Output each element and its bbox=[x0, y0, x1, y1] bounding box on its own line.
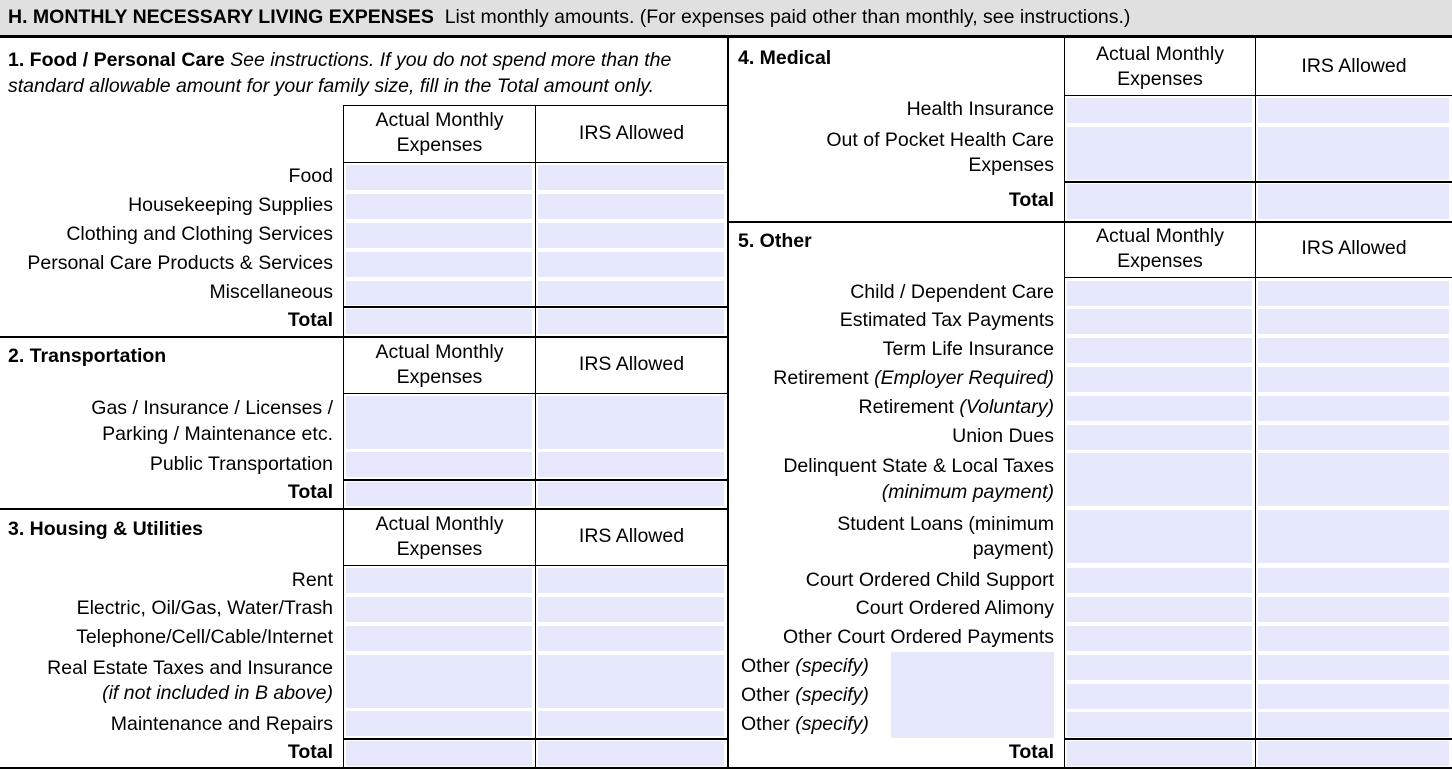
personal-care-irs-field[interactable] bbox=[538, 252, 724, 277]
row-label-electric: Electric, Oil/Gas, Water/Trash bbox=[76, 597, 333, 619]
other-total-actual-field[interactable] bbox=[1067, 741, 1252, 766]
row-label-realestate-line2: (if not included in B above) bbox=[102, 682, 333, 704]
child-care-irs-field[interactable] bbox=[1258, 281, 1449, 306]
other-total-irs-field[interactable] bbox=[1258, 741, 1449, 766]
medical-total-actual-field[interactable] bbox=[1067, 184, 1252, 219]
row-label-other-court: Other Court Ordered Payments bbox=[783, 626, 1054, 648]
col-header-irs: IRS Allowed bbox=[578, 353, 685, 375]
other-title-text: 5. Other bbox=[738, 230, 812, 252]
total-rule bbox=[343, 306, 727, 308]
miscellaneous-actual-field[interactable] bbox=[346, 281, 532, 305]
other-specify-3-actual-field[interactable] bbox=[1067, 712, 1252, 737]
section-divider bbox=[0, 336, 727, 338]
section-divider bbox=[729, 221, 1452, 223]
row-label-other-specify-1 bbox=[741, 654, 869, 679]
food-irs-field[interactable] bbox=[538, 165, 724, 190]
row-label-delinquent-line1: Delinquent State & Local Taxes bbox=[783, 455, 1054, 477]
delinquent-actual-field[interactable] bbox=[1067, 453, 1252, 506]
grid-line bbox=[343, 565, 727, 566]
alimony-actual-field[interactable] bbox=[1067, 597, 1252, 622]
row-label-gas-line1: Gas / Insurance / Licenses / bbox=[91, 397, 333, 419]
section-note: List monthly amounts. (For expenses paid other than monthly, see instructions.) bbox=[444, 6, 1131, 28]
row-label-other-total: Total bbox=[1008, 741, 1054, 763]
housekeeping-actual-field[interactable] bbox=[346, 194, 532, 219]
row-label-public-transport: Public Transportation bbox=[149, 453, 333, 475]
telephone-irs-field[interactable] bbox=[538, 626, 724, 651]
delinquent-irs-field[interactable] bbox=[1258, 453, 1449, 506]
other-specify-1-irs-field[interactable] bbox=[1258, 655, 1449, 680]
section-divider bbox=[0, 508, 727, 510]
col-header-irs: IRS Allowed bbox=[1301, 55, 1407, 77]
total-rule bbox=[343, 738, 727, 740]
union-dues-actual-field[interactable] bbox=[1067, 425, 1252, 450]
specify-note: (specify) bbox=[795, 684, 869, 706]
row-label-retirement-employer bbox=[729, 366, 1054, 391]
row-label-student-line1: Student Loans (minimum bbox=[837, 513, 1054, 535]
oop-actual-field[interactable] bbox=[1067, 127, 1252, 180]
row-label-clothing: Clothing and Clothing Services bbox=[66, 223, 333, 245]
row-label-child-care: Child / Dependent Care bbox=[850, 281, 1054, 303]
bottom-rule bbox=[0, 767, 1452, 769]
row-label-delinquent-line2: (minimum payment) bbox=[881, 481, 1054, 503]
housekeeping-irs-field[interactable] bbox=[538, 194, 724, 219]
housing-total-actual-field[interactable] bbox=[346, 741, 532, 766]
row-label-other-specify-2 bbox=[741, 683, 869, 708]
col-header-irs: IRS Allowed bbox=[1301, 237, 1407, 259]
row-label-transport-total: Total bbox=[287, 481, 333, 503]
col-header-actual: Actual Monthly Expenses bbox=[375, 341, 504, 388]
food-total-irs-field[interactable] bbox=[538, 309, 724, 334]
transport-total-actual-field[interactable] bbox=[346, 482, 532, 506]
row-label-miscellaneous: Miscellaneous bbox=[209, 281, 333, 303]
row-label-maintenance: Maintenance and Repairs bbox=[110, 713, 333, 735]
transportation-title-text: 2. Transportation bbox=[8, 345, 167, 367]
grid-line bbox=[343, 162, 727, 163]
child-support-irs-field[interactable] bbox=[1258, 568, 1449, 593]
other-specify-2-irs-field[interactable] bbox=[1258, 684, 1449, 709]
col-header-actual: Actual Monthly Expenses bbox=[375, 513, 504, 560]
student-loans-irs-field[interactable] bbox=[1258, 510, 1449, 563]
electric-irs-field[interactable] bbox=[538, 597, 724, 622]
housing-title bbox=[8, 516, 203, 542]
specify-note: (specify) bbox=[795, 713, 869, 735]
personal-care-actual-field[interactable] bbox=[346, 252, 532, 277]
row-label-health-insurance: Health Insurance bbox=[906, 98, 1054, 120]
grid-line bbox=[1064, 95, 1452, 96]
medical-title bbox=[738, 45, 831, 71]
public-transport-actual-field[interactable] bbox=[346, 452, 532, 477]
alimony-irs-field[interactable] bbox=[1258, 597, 1449, 622]
other-label: Other bbox=[741, 684, 790, 706]
row-label-retirement-voluntary bbox=[729, 395, 1054, 420]
row-label-union-dues: Union Dues bbox=[952, 425, 1054, 447]
retirement-employer-note: (Employer Required) bbox=[874, 367, 1054, 389]
row-label-oop-line2: Expenses bbox=[968, 154, 1054, 176]
food-total-actual-field[interactable] bbox=[346, 309, 532, 334]
retirement-voluntary-note: (Voluntary) bbox=[959, 396, 1054, 418]
electric-actual-field[interactable] bbox=[346, 597, 532, 622]
other-specify-2-actual-field[interactable] bbox=[1067, 684, 1252, 709]
grid-line bbox=[1255, 223, 1256, 768]
retirement-employer-actual-field[interactable] bbox=[1067, 367, 1252, 392]
retirement-voluntary-text: Retirement bbox=[858, 396, 954, 418]
maintenance-actual-field[interactable] bbox=[346, 711, 532, 736]
row-label-estimated-tax: Estimated Tax Payments bbox=[839, 309, 1054, 331]
row-label-medical-total: Total bbox=[1008, 189, 1054, 211]
retirement-voluntary-actual-field[interactable] bbox=[1067, 396, 1252, 421]
transport-total-irs-field[interactable] bbox=[538, 482, 724, 506]
realestate-irs-field[interactable] bbox=[538, 655, 724, 708]
oop-irs-field[interactable] bbox=[1258, 127, 1449, 180]
child-care-actual-field[interactable] bbox=[1067, 281, 1252, 306]
row-label-housing-total: Total bbox=[287, 741, 333, 763]
col-header-irs: IRS Allowed bbox=[578, 525, 685, 547]
public-transport-irs-field[interactable] bbox=[538, 452, 724, 477]
rent-irs-field[interactable] bbox=[538, 568, 724, 593]
col-header-actual: Actual Monthly Expenses bbox=[1096, 225, 1224, 272]
miscellaneous-irs-field[interactable] bbox=[538, 281, 724, 305]
total-rule bbox=[1064, 181, 1452, 183]
specify-note: (specify) bbox=[795, 655, 869, 677]
grid-line bbox=[1064, 223, 1065, 768]
term-life-actual-field[interactable] bbox=[1067, 338, 1252, 363]
estimated-tax-actual-field[interactable] bbox=[1067, 309, 1252, 334]
housing-title-text: 3. Housing & Utilities bbox=[8, 518, 204, 540]
rent-actual-field[interactable] bbox=[346, 568, 532, 593]
housing-total-irs-field[interactable] bbox=[538, 741, 724, 766]
row-label-food: Food bbox=[288, 165, 333, 187]
row-label-realestate-line1: Real Estate Taxes and Insurance bbox=[47, 657, 333, 679]
total-rule bbox=[1064, 738, 1452, 740]
col-header-actual: Actual Monthly Expenses bbox=[1096, 43, 1224, 90]
estimated-tax-irs-field[interactable] bbox=[1258, 309, 1449, 334]
row-label-alimony: Court Ordered Alimony bbox=[855, 597, 1054, 619]
food-instructions: See instructions. If you do not spend more than the standard allowable amount for your family size, fill in the Total amount only. bbox=[8, 49, 672, 97]
grid-line bbox=[343, 393, 727, 394]
col-header-actual: Actual Monthly Expenses bbox=[375, 109, 504, 156]
row-label-rent: Rent bbox=[291, 569, 333, 591]
clothing-irs-field[interactable] bbox=[538, 223, 724, 248]
medical-total-irs-field[interactable] bbox=[1258, 184, 1449, 219]
gas-irs-field[interactable] bbox=[538, 396, 724, 449]
health-insurance-actual-field[interactable] bbox=[1067, 98, 1252, 123]
other-court-actual-field[interactable] bbox=[1067, 626, 1252, 651]
gas-actual-field[interactable] bbox=[346, 396, 532, 449]
other-title bbox=[738, 228, 812, 254]
union-dues-irs-field[interactable] bbox=[1258, 425, 1449, 450]
row-label-student-line2: payment) bbox=[972, 538, 1054, 560]
row-label-personal-care: Personal Care Products & Services bbox=[27, 252, 333, 274]
row-label-oop-line1: Out of Pocket Health Care bbox=[826, 129, 1054, 151]
retirement-employer-irs-field[interactable] bbox=[1258, 367, 1449, 392]
row-label-child-support: Court Ordered Child Support bbox=[805, 569, 1054, 591]
food-section-heading bbox=[8, 47, 720, 99]
row-label-telephone: Telephone/Cell/Cable/Internet bbox=[76, 626, 333, 648]
medical-title-text: 4. Medical bbox=[738, 47, 832, 69]
child-support-actual-field[interactable] bbox=[1067, 568, 1252, 593]
other-label: Other bbox=[741, 655, 790, 677]
maintenance-irs-field[interactable] bbox=[538, 711, 724, 736]
row-label-gas-line2: Parking / Maintenance etc. bbox=[102, 423, 333, 445]
section-header bbox=[0, 0, 1452, 38]
retirement-voluntary-irs-field[interactable] bbox=[1258, 396, 1449, 421]
total-rule bbox=[343, 479, 727, 481]
row-label-food-total: Total bbox=[287, 309, 333, 331]
food-actual-field[interactable] bbox=[346, 165, 532, 190]
other-specify-1-actual-field[interactable] bbox=[1067, 655, 1252, 680]
retirement-employer-text: Retirement bbox=[773, 367, 869, 389]
section-title: H. MONTHLY NECESSARY LIVING EXPENSES bbox=[8, 6, 434, 28]
term-life-irs-field[interactable] bbox=[1258, 338, 1449, 363]
grid-line bbox=[1064, 277, 1452, 278]
other-specify-description-field[interactable] bbox=[891, 652, 1054, 738]
row-label-term-life: Term Life Insurance bbox=[882, 338, 1054, 360]
clothing-actual-field[interactable] bbox=[346, 223, 532, 248]
food-title: 1. Food / Personal Care bbox=[8, 49, 225, 71]
other-specify-3-irs-field[interactable] bbox=[1258, 712, 1449, 737]
row-label-housekeeping: Housekeeping Supplies bbox=[128, 194, 333, 216]
other-court-irs-field[interactable] bbox=[1258, 626, 1449, 651]
transportation-title bbox=[8, 343, 166, 369]
student-loans-actual-field[interactable] bbox=[1067, 510, 1252, 563]
realestate-actual-field[interactable] bbox=[346, 655, 532, 708]
col-header-irs: IRS Allowed bbox=[578, 122, 685, 144]
telephone-actual-field[interactable] bbox=[346, 626, 532, 651]
row-label-other-specify-3 bbox=[741, 712, 869, 737]
health-insurance-irs-field[interactable] bbox=[1258, 98, 1449, 123]
other-label: Other bbox=[741, 713, 790, 735]
